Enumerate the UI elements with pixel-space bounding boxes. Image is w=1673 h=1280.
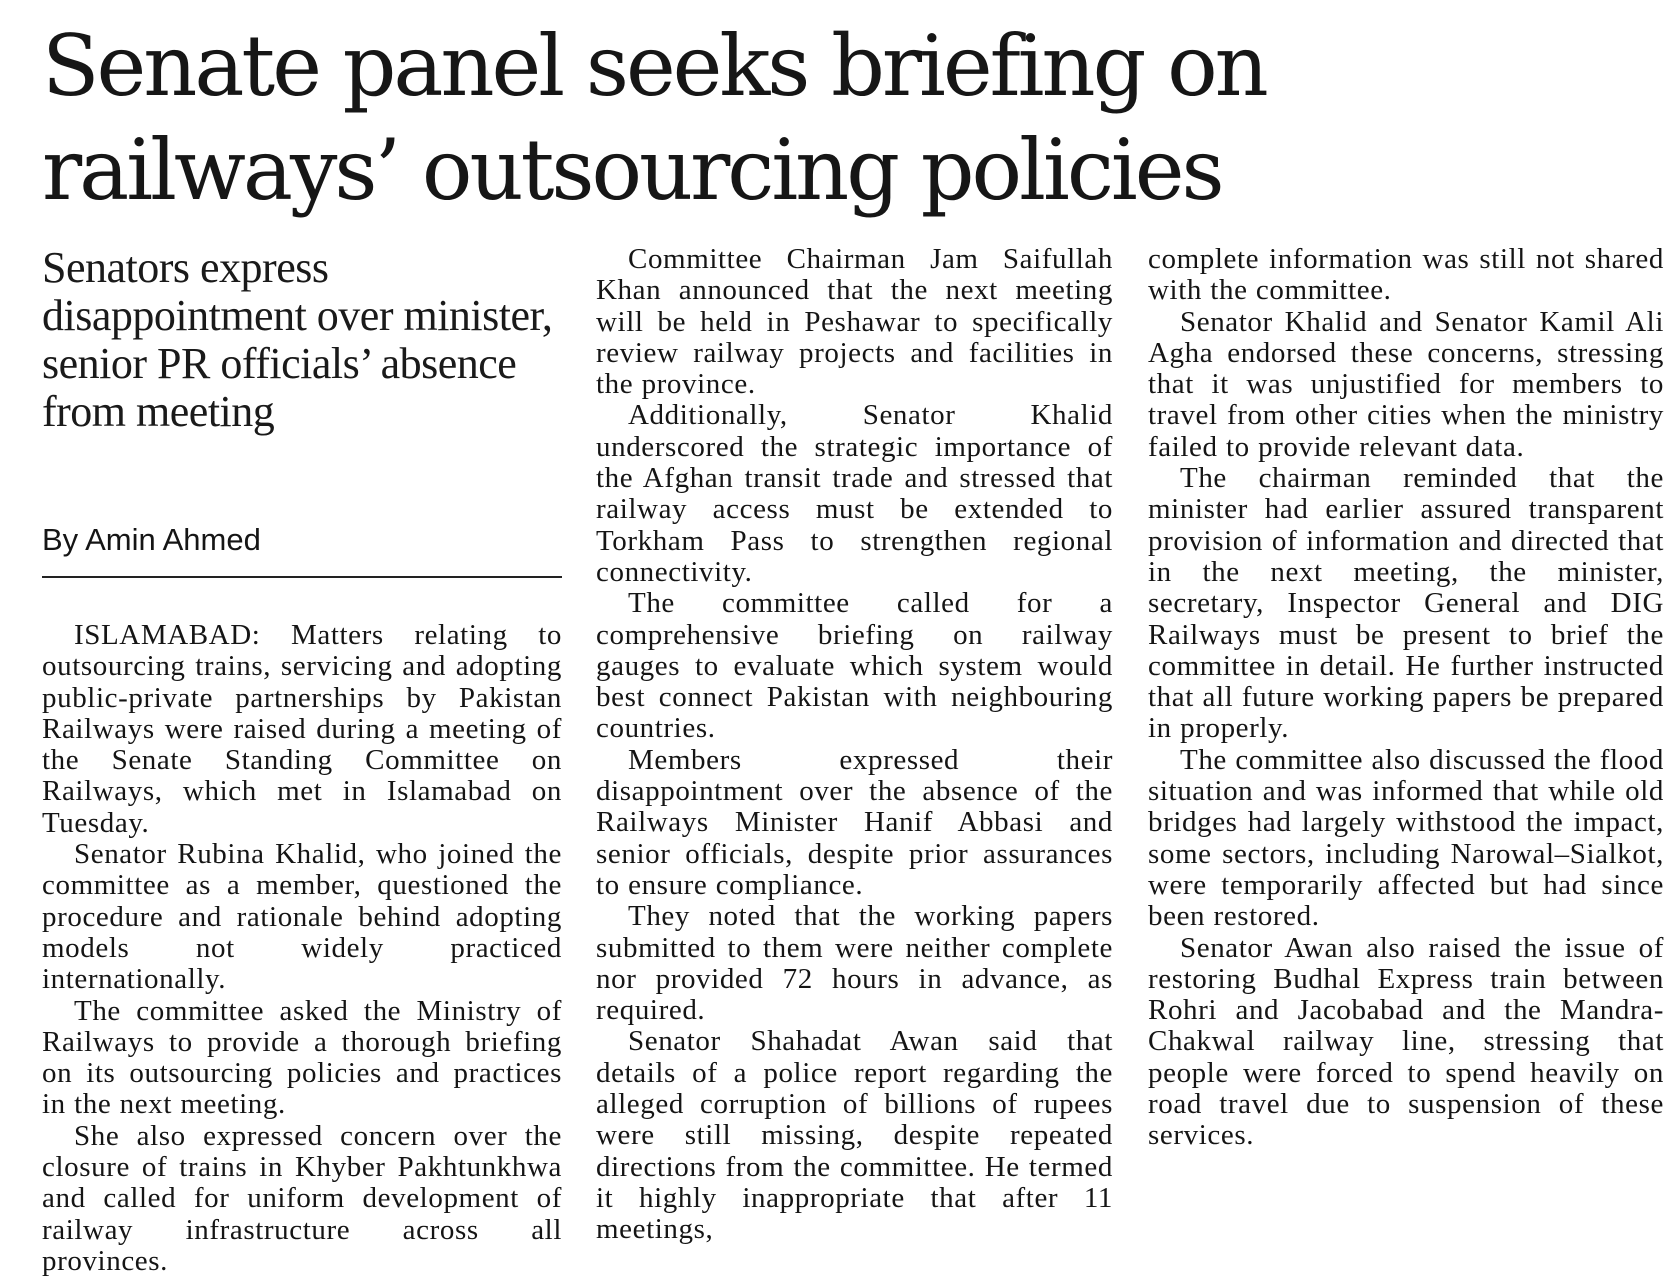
article-paragraph: The committee asked the Ministry of Railways to provide a thorough briefing on its outsourcing policies and practices in the next meeting. — [42, 994, 562, 1121]
headline-line-1: Senate panel seeks briefing on — [42, 17, 1266, 115]
article-paragraph: They noted that the working papers submitted to them were neither complete nor provided 72 hours in advance, as required. — [596, 900, 1113, 1027]
article-paragraph: Senator Rubina Khalid, who joined the committee as a member, questioned the procedure and rationale behind adopting models not widely practiced internationally. — [42, 838, 562, 996]
headline — [42, 14, 1642, 222]
byline: By Amin Ahmed — [42, 522, 562, 578]
article-paragraph: The committee called for a comprehensive briefing on railway gauges to evaluate which system would best connect Pakistan with neighbouring countries. — [596, 587, 1113, 745]
headline-line-2: railways’ outsourcing policies — [42, 121, 1222, 219]
article-paragraph-continued: complete information was still not shared with the committee. — [1148, 243, 1664, 307]
article-column-2 — [596, 244, 1113, 1246]
article-paragraph: Committee Chairman Jam Saifullah Khan announced that the next meeting will be held in Peshawar to specifically review railway projects and facilities in the province. — [596, 243, 1113, 401]
deck-subheadline: Senators express disappointment over minister, senior PR officials’ absence from meeting — [42, 243, 553, 436]
article-paragraph: Senator Khalid and Senator Kamil Ali Agha endorsed these concerns, stressing that it was unjustified for members to travel from other cities when the ministry failed to provide relevant data. — [1148, 305, 1664, 463]
article-paragraph: The chairman reminded that the minister had earlier assured transparent provision of information and directed that in the next meeting, the minister, secretary, Inspector General and DIG Railways must be present to brief the committee in detail. He further instructed that all future working papers be prepared in properly. — [1148, 462, 1664, 745]
article-paragraph: The committee also discussed the flood situation and was informed that while old bridges had largely withstood the impact, some sectors, including Narowal–Sialkot, were temporarily affected but had since been restored. — [1148, 743, 1664, 933]
article-paragraph: Members expressed their disappointment over the absence of the Railways Minister Hanif Abbasi and senior officials, despite prior assurances to ensure compliance. — [596, 743, 1113, 901]
article-column-1 — [42, 620, 562, 1277]
article-paragraph: She also expressed concern over the closure of trains in Khyber Pakhtunkhwa and called for uniform development of railway infrastructure across all provinces. — [42, 1119, 562, 1277]
article-paragraph: Senator Awan also raised the issue of restoring Budhal Express train between Rohri and Jacobabad and the Mandra-Chakwal railway line, stressing that people were forced to spend heavily on road travel due to suspension of these services. — [1148, 931, 1664, 1152]
article-column-3 — [1148, 244, 1664, 1152]
article-paragraph: Additionally, Senator Khalid underscored the strategic importance of the Afghan transit trade and stressed that railway access must be extended to Torkham Pass to strengthen regional connectivity. — [596, 399, 1113, 588]
article-paragraph: Senator Shahadat Awan said that details of a police report regarding the alleged corruption of billions of rupees were still missing, despite repeated directions from the committee. He termed it highly inappropriate that after 11 meetings, — [596, 1025, 1113, 1246]
article-paragraph: ISLAMABAD: Matters relating to outsourcing trains, servicing and adopting public-private partnerships by Pakistan Railways were raised during a meeting of the Senate Standing Committee on Railways, which met in Islamabad on Tuesday. — [42, 619, 562, 839]
